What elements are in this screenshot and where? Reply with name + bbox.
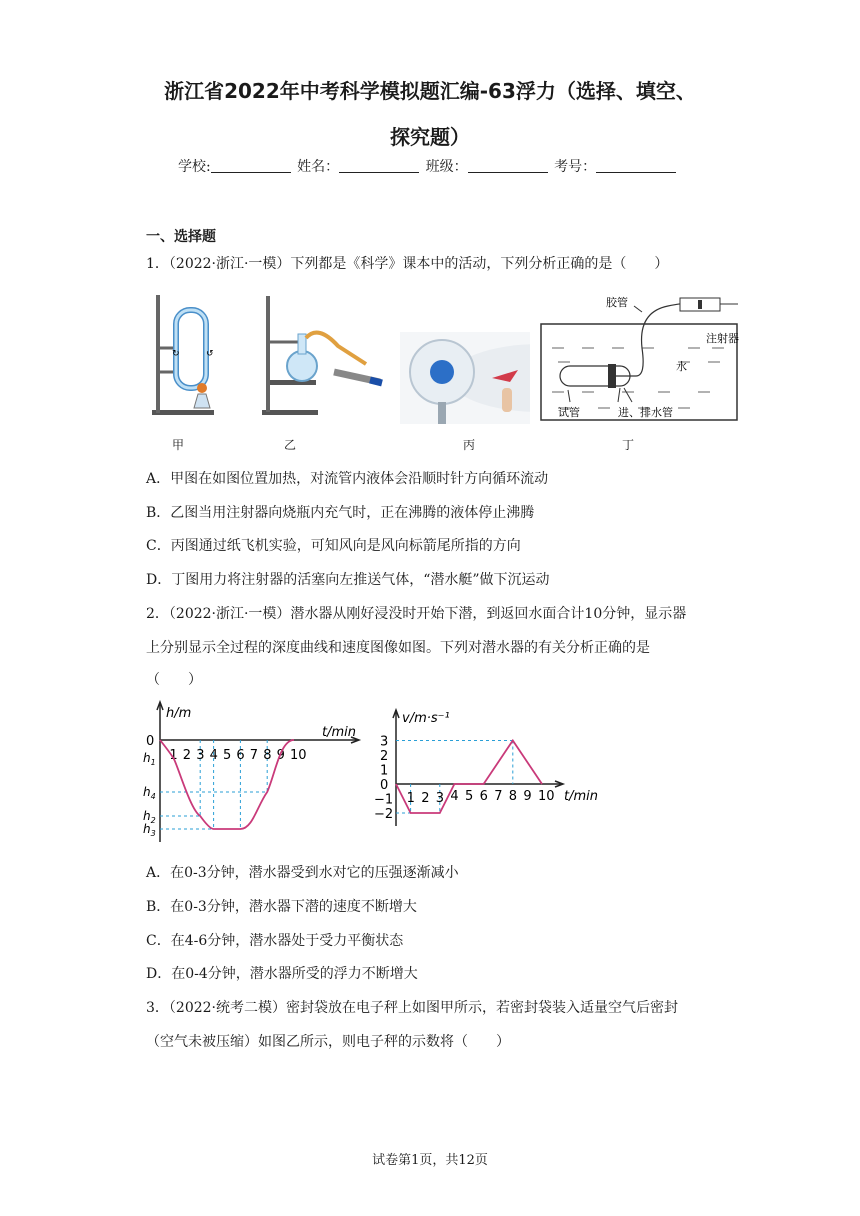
caption-ding: 丁	[622, 438, 635, 452]
q1-stem: 1．（2022·浙江·一模）下列都是《科学》课本中的活动，下列分析正确的是（ ）	[146, 256, 669, 272]
velocity-x-tick: 4	[450, 789, 459, 804]
q2-stem-1: 2．（2022·浙江·一模）潜水器从刚好浸没时开始下潜，到返回水面合计10分钟，显示器	[146, 606, 687, 622]
q2-option-c: C．在4-6分钟，潜水器处于受力平衡状态	[146, 933, 404, 949]
velocity-xlabel: t/min	[564, 789, 598, 804]
velocity-x-tick: 8	[508, 789, 518, 804]
depth-x-tick: 9	[276, 748, 285, 763]
depth-y-tick: $h_1$	[143, 751, 156, 767]
depth-x-tick: 0	[146, 734, 155, 749]
depth-xlabel: t/min	[322, 725, 356, 740]
depth-x-tick: 5	[223, 748, 232, 763]
label-syringe: 注射器	[706, 332, 739, 345]
student-info	[178, 156, 678, 176]
fig-jia-convection	[146, 290, 236, 422]
velocity-ylabel: v/m·s⁻¹	[402, 711, 450, 726]
label-pipe: 进、排水管	[618, 406, 673, 419]
section-heading: 一、选择题	[146, 229, 216, 245]
q1-option-b: B．乙图当用注射器向烧瓶内充气时，正在沸腾的液体停止沸腾	[146, 505, 535, 521]
depth-x-tick: 7	[249, 748, 259, 763]
exam-no-label: 考号：	[554, 159, 597, 175]
velocity-x-tick: 6	[479, 789, 488, 804]
fig-bing-fan-paper-plane	[400, 332, 530, 424]
school-blank	[211, 158, 291, 173]
depth-x-tick: 2	[182, 748, 192, 763]
depth-chart	[140, 696, 368, 846]
name-label: 姓名：	[297, 159, 340, 175]
depth-x-tick: 10	[290, 748, 307, 763]
caption-jia: 甲	[172, 438, 185, 452]
name-blank	[339, 158, 419, 173]
velocity-x-tick: 10	[538, 789, 555, 804]
svg-text:↻: ↻	[172, 349, 180, 359]
velocity-x-tick: 5	[465, 789, 474, 804]
q1-option-c: C．丙图通过纸飞机实验，可知风向是风向标箭尾所指的方向	[146, 538, 521, 554]
label-water: 水	[676, 360, 687, 373]
velocity-y-tick: 2	[380, 749, 389, 764]
q3-stem-1: 3．（2022·统考二模）密封袋放在电子秤上如图甲所示，若密封袋装入适量空气后密封	[146, 1000, 678, 1016]
depth-y-tick: $h_3$	[143, 822, 156, 838]
depth-ylabel: h/m	[166, 706, 192, 721]
page-footer: 试卷第1页，共12页	[372, 1153, 488, 1168]
q2-stem-2: 上分别显示全过程的深度曲线和速度图像如图。下列对潜水器的有关分析正确的是	[146, 640, 650, 656]
depth-y-tick: $h_2$	[143, 809, 156, 825]
class-label: 班级：	[425, 159, 468, 175]
depth-x-tick: 1	[169, 748, 178, 763]
velocity-x-tick: 1	[406, 791, 415, 806]
page-title	[60, 68, 800, 160]
depth-x-tick: 8	[263, 748, 272, 763]
caption-bing: 丙	[463, 438, 476, 452]
exam-no-blank	[596, 158, 676, 173]
depth-y-tick: $h_4$	[143, 785, 156, 801]
title-line-2: 探究题）	[390, 125, 470, 149]
q1-option-d: D．丁图用力将注射器的活塞向左推送气体，“潜水艇”做下沉运动	[146, 572, 550, 588]
svg-text:↺: ↺	[206, 349, 214, 359]
q2-stem-3: （ ）	[146, 672, 202, 688]
fig-ding-submarine-model	[538, 292, 760, 424]
caption-yi: 乙	[284, 438, 297, 452]
q2-option-d: D．在0-4分钟，潜水器所受的浮力不断增大	[146, 966, 418, 982]
velocity-x-tick: 2	[421, 791, 430, 806]
velocity-x-tick: 9	[523, 789, 532, 804]
q2-option-a: A．在0-3分钟，潜水器受到水对它的压强逐渐减小	[146, 865, 459, 881]
title-line-1: 浙江省2022年中考科学模拟题汇编-63浮力（选择、填空、	[164, 79, 696, 103]
q1-option-a: A．甲图在如图位置加热，对流管内液体会沿顺时针方向循环流动	[146, 471, 549, 487]
fig-yi-boiling-flask	[258, 294, 388, 422]
q3-stem-2: （空气未被压缩）如图乙所示，则电子秤的示数将（ ）	[146, 1034, 510, 1050]
class-blank	[468, 158, 548, 173]
label-tube: 胶管	[606, 296, 628, 309]
velocity-y-tick: −2	[374, 807, 394, 822]
velocity-chart	[370, 706, 610, 830]
velocity-y-tick: −1	[374, 792, 394, 808]
depth-x-tick: 3	[196, 748, 205, 763]
velocity-y-tick: 3	[380, 734, 389, 750]
label-test-tube: 试管	[558, 406, 580, 419]
velocity-x-tick: 7	[494, 789, 503, 804]
q2-option-b: B．在0-3分钟，潜水器下潜的速度不断增大	[146, 899, 417, 915]
depth-x-tick: 4	[209, 748, 218, 763]
velocity-y-tick: 1	[380, 763, 389, 779]
velocity-x-tick: 3	[435, 791, 445, 806]
velocity-y-tick: 0	[380, 778, 389, 793]
depth-x-tick: 6	[236, 748, 245, 763]
school-label: 学校:	[178, 159, 211, 175]
